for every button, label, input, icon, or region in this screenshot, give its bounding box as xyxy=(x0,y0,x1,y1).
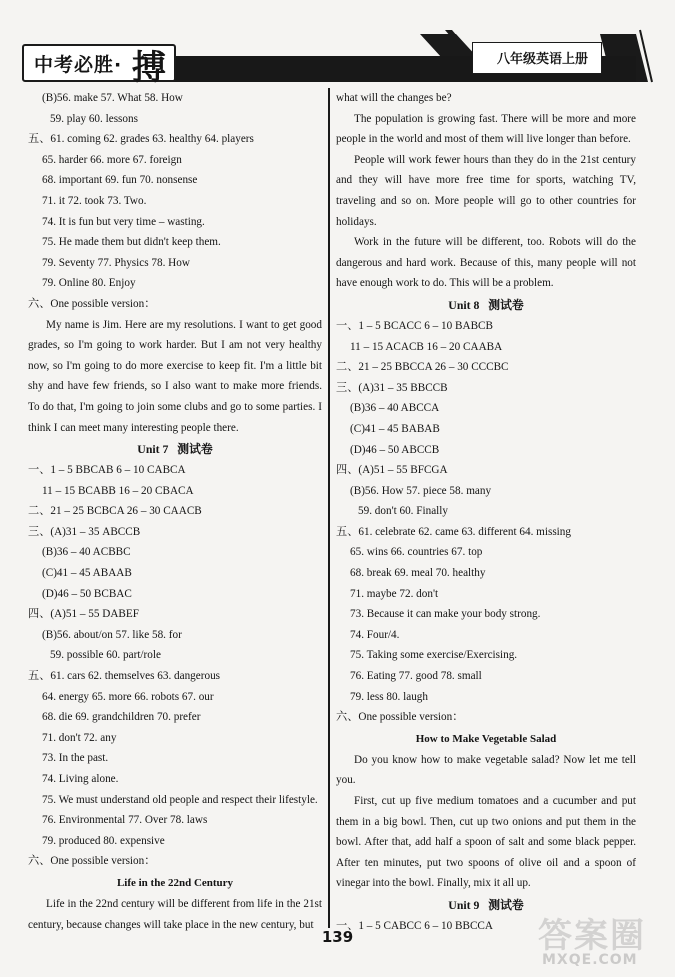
answer-line: 五、61. celebrate 62. came 63. different 64. missing xyxy=(336,525,571,538)
answer-line: (D)46 – 50 ABCCB xyxy=(350,443,440,456)
essay-paragraph: The population is growing fast. There will be more and more people in the world and most of them will live longer than before. xyxy=(336,112,636,146)
answer-line: 59. don't 60. Finally xyxy=(358,505,448,518)
answer-line: 68. die 69. grandchildren 70. prefer xyxy=(42,711,201,724)
answer-line: 73. In the past. xyxy=(42,752,109,765)
essay-paragraph: First, cut up five medium tomatoes and a cucumber and put them in a big bowl. Then, cut up two onions and put them in the bowl. After that, add half a spoon of salt and some black pepper. After ten minutes, put two spoons of olive oil and a spoon of vinegar into the bowl. Finally, mix it all up. xyxy=(336,795,636,890)
answer-line: 68. break 69. meal 70. healthy xyxy=(350,567,486,580)
answer-line: 一、1 – 5 BCACC 6 – 10 BABCB xyxy=(336,319,493,332)
brand-char: 搏 xyxy=(132,48,166,88)
essay-title: How to Make Vegetable Salad xyxy=(415,732,557,745)
answer-line: 79. Online 80. Enjoy xyxy=(42,277,136,290)
answer-line: (B)36 – 40 ACBBC xyxy=(42,546,131,559)
answer-line: 四、(A)51 – 55 BFCGA xyxy=(336,464,448,477)
essay-paragraph: Work in the future will be different, too. Robots will do the dangerous and hard work. Because of this, many people will not have enough work to do. This will be a problem. xyxy=(336,236,636,290)
answer-line: 11 – 15 ACACB 16 – 20 CAABA xyxy=(350,340,503,353)
answer-line: 71. don't 72. any xyxy=(42,731,117,744)
answer-line: (C)41 – 45 ABAAB xyxy=(42,567,132,580)
answer-line: (B)56. How 57. piece 58. many xyxy=(350,484,492,497)
answer-line: 六、One possible version： xyxy=(336,711,464,724)
page-number: 139 xyxy=(321,928,354,946)
unit-9-heading: Unit 9 测试卷 xyxy=(448,897,524,912)
unit-7-heading: Unit 7 测试卷 xyxy=(137,442,213,457)
answer-line: 59. play 60. lessons xyxy=(50,112,138,125)
answer-line: 二、21 – 25 BCBCA 26 – 30 CAACB xyxy=(28,505,202,518)
column-divider xyxy=(328,88,330,928)
answer-line: 79. less 80. laugh xyxy=(350,690,428,703)
answer-line: 74. It is fun but very time – wasting. xyxy=(42,215,205,228)
answer-line: (B)56. about/on 57. like 58. for xyxy=(42,628,182,641)
answer-line: 79. produced 80. expensive xyxy=(42,834,165,847)
left-column xyxy=(28,88,322,935)
answer-line: 64. energy 65. more 66. robots 67. our xyxy=(42,690,214,703)
answer-line: 四、(A)51 – 55 DABEF xyxy=(28,608,139,621)
watermark-logo: 答案圈 MXQE.COM xyxy=(538,916,646,968)
grade-label: 八年级英语上册 xyxy=(472,42,602,74)
answer-line: 六、One possible version： xyxy=(28,297,156,310)
answer-line: 三、(A)31 – 35 ABCCB xyxy=(28,525,141,538)
answer-line: 76. Eating 77. good 78. small xyxy=(350,670,482,683)
essay-paragraph: Do you know how to make vegetable salad? Now let me tell you. xyxy=(336,753,636,787)
answer-line: 11 – 15 BCABB 16 – 20 CBACA xyxy=(42,484,194,497)
answer-line: (B)56. make 57. What 58. How xyxy=(42,92,183,104)
answer-line: 六、One possible version： xyxy=(28,855,156,868)
answer-line: 73. Because it can make your body strong. xyxy=(350,608,541,621)
answer-line: 76. Environmental 77. Over 78. laws xyxy=(42,814,208,827)
answer-line: 71. maybe 72. don't xyxy=(350,587,439,600)
answer-line: 79. Seventy 77. Physics 78. How xyxy=(42,256,190,269)
answer-line: 74. Four/4. xyxy=(350,628,400,641)
brand-logo xyxy=(22,44,176,88)
answer-line: 75. He made them but didn't keep them. xyxy=(42,236,221,249)
essay-title: Life in the 22nd Century xyxy=(116,876,234,889)
answer-line: 二、21 – 25 BBCCA 26 – 30 CCCBC xyxy=(336,361,509,374)
answer-line: 74. Living alone. xyxy=(42,773,119,785)
essay-paragraph: People will work fewer hours than they do in the 21st century and they will have more free time for sports, watching TV, traveling and so on. More people will go to other countries for holidays. xyxy=(336,153,636,228)
answer-line: 一、1 – 5 BBCAB 6 – 10 CABCA xyxy=(28,464,186,477)
answer-line: 71. it 72. took 73. Two. xyxy=(42,194,147,207)
answer-line: 68. important 69. fun 70. nonsense xyxy=(42,174,198,187)
answer-line: 65. harder 66. more 67. foreign xyxy=(42,153,182,166)
answer-line: (B)36 – 40 ABCCA xyxy=(350,402,440,415)
essay-continuation: what will the changes be? xyxy=(336,92,452,104)
answer-line: 三、(A)31 – 35 BBCCB xyxy=(336,381,448,394)
answer-line: (D)46 – 50 BCBAC xyxy=(42,587,132,600)
answer-line: 五、61. coming 62. grades 63. healthy 64. players xyxy=(28,133,254,146)
answer-line: 一、1 – 5 CABCC 6 – 10 BBCCA xyxy=(336,919,493,932)
right-column xyxy=(336,88,636,937)
answer-line: (C)41 – 45 BABAB xyxy=(350,422,440,435)
essay-paragraph: My name is Jim. Here are my resolutions. I want to get good grades, so I'm going to work harder. But I am not very healthy now, so I'm going to do more exercise to keep fit. I'm a little bit shy and have few friends, so I also want to make more friends. To do that, I'm going to join some clubs and go to some parties. I think I can meet many interesting people there. xyxy=(28,318,322,434)
answer-line: 59. possible 60. part/role xyxy=(50,649,161,662)
answer-line: 75. We must understand old people and respect their lifestyle. xyxy=(42,793,318,806)
answer-line: 五、61. cars 62. themselves 63. dangerous xyxy=(28,670,221,683)
essay-paragraph: Life in the 22nd century will be different from life in the 21st century, because changes will take place in the new century, but xyxy=(28,897,322,931)
answer-line: 75. Taking some exercise/Exercising. xyxy=(350,649,518,662)
page-header xyxy=(0,0,675,88)
brand-text: 中考必胜· xyxy=(34,54,123,76)
unit-8-heading: Unit 8 测试卷 xyxy=(448,297,524,312)
answer-line: 65. wins 66. countries 67. top xyxy=(350,546,483,559)
